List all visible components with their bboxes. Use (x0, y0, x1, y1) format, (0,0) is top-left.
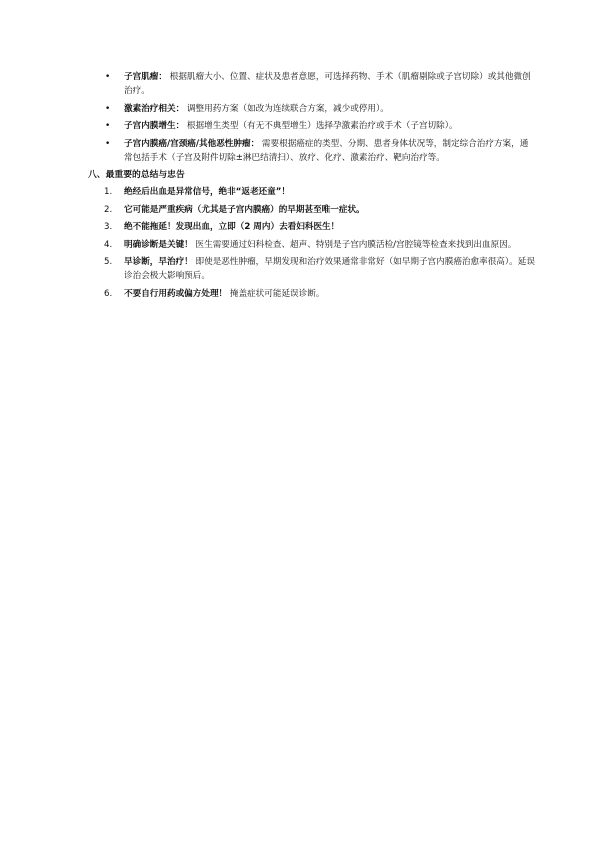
item-term: 子宫内膜增生： (124, 121, 185, 132)
item-term: 子宫内膜癌/宫颈癌/其他恶性肿瘤： (124, 138, 260, 149)
advice-text: 医生需要通过妇科检查、超声、特别是子宫内膜活检/宫腔镜等检查来找到出血原因。 (195, 239, 517, 250)
list-item (105, 119, 536, 133)
item-number: 6. (104, 288, 113, 299)
advice-item (104, 185, 536, 199)
item-text: 根据增生类型（有无不典型增生）选择孕激素治疗或手术（子宫切除）。 (186, 121, 458, 132)
advice-text: 掩盖症状可能延误诊断。 (229, 288, 325, 299)
list-item (105, 70, 536, 99)
bullet-icon: • (105, 121, 111, 132)
bullet-icon: • (105, 138, 111, 149)
item-number: 4. (104, 239, 113, 250)
advice-item (104, 220, 536, 234)
item-number: 2. (104, 204, 113, 215)
list-item (105, 102, 536, 116)
advice-item (104, 287, 536, 301)
advice-bold: 不要自行用药或偏方处理！ (124, 288, 228, 299)
advice-bold: 绝经后出血是异常信号，绝非“返老还童”！ (124, 187, 290, 198)
item-number: 5. (104, 257, 113, 268)
item-term: 子宫肌瘤： (124, 72, 167, 82)
item-term: 激素治疗相关： (124, 103, 185, 114)
advice-item (104, 255, 536, 284)
section-heading: 八、最重要的总结与忠告 (88, 170, 185, 181)
advice-bold: 它可能是严重疾病（尤其是子宫内膜癌）的早期甚至唯一症状。 (124, 204, 365, 215)
advice-bold: 早诊断，早治疗！ (124, 257, 193, 268)
document-content (88, 70, 536, 304)
advice-text: 即使是恶性肿瘤，早期发现和治疗效果通常非常好（如早期子宫内膜癌治愈率很高）。延误诊治会极大影响预后。 (124, 257, 535, 282)
item-number: 1. (104, 187, 113, 198)
item-text: 需要根据癌症的类型、分期、患者身体状况等，制定综合治疗方案，通常包括手术（子宫及附件切除±淋巴结清扫）、放疗、化疗、激素治疗、靶向治疗等。 (124, 138, 529, 164)
advice-bold: 明确诊断是关键！ (124, 239, 193, 250)
item-text: 调整用药方案（如改为连续联合方案，减少或停用）。 (186, 103, 389, 114)
bullet-icon: • (105, 72, 111, 82)
advice-list (96, 185, 536, 301)
treatment-list (96, 70, 536, 165)
bullet-icon: • (105, 103, 111, 114)
list-item (105, 137, 536, 166)
item-text: 根据肌瘤大小、位置、症状及患者意愿，可选择药物、手术（肌瘤剔除或子宫切除）或其他微创治疗。 (124, 72, 531, 97)
item-number: 3. (104, 222, 113, 233)
advice-item (104, 203, 536, 217)
advice-item (104, 238, 536, 252)
advice-bold: 绝不能拖延！发现出血，立即（2 周内）去看妇科医生！ (124, 222, 340, 233)
